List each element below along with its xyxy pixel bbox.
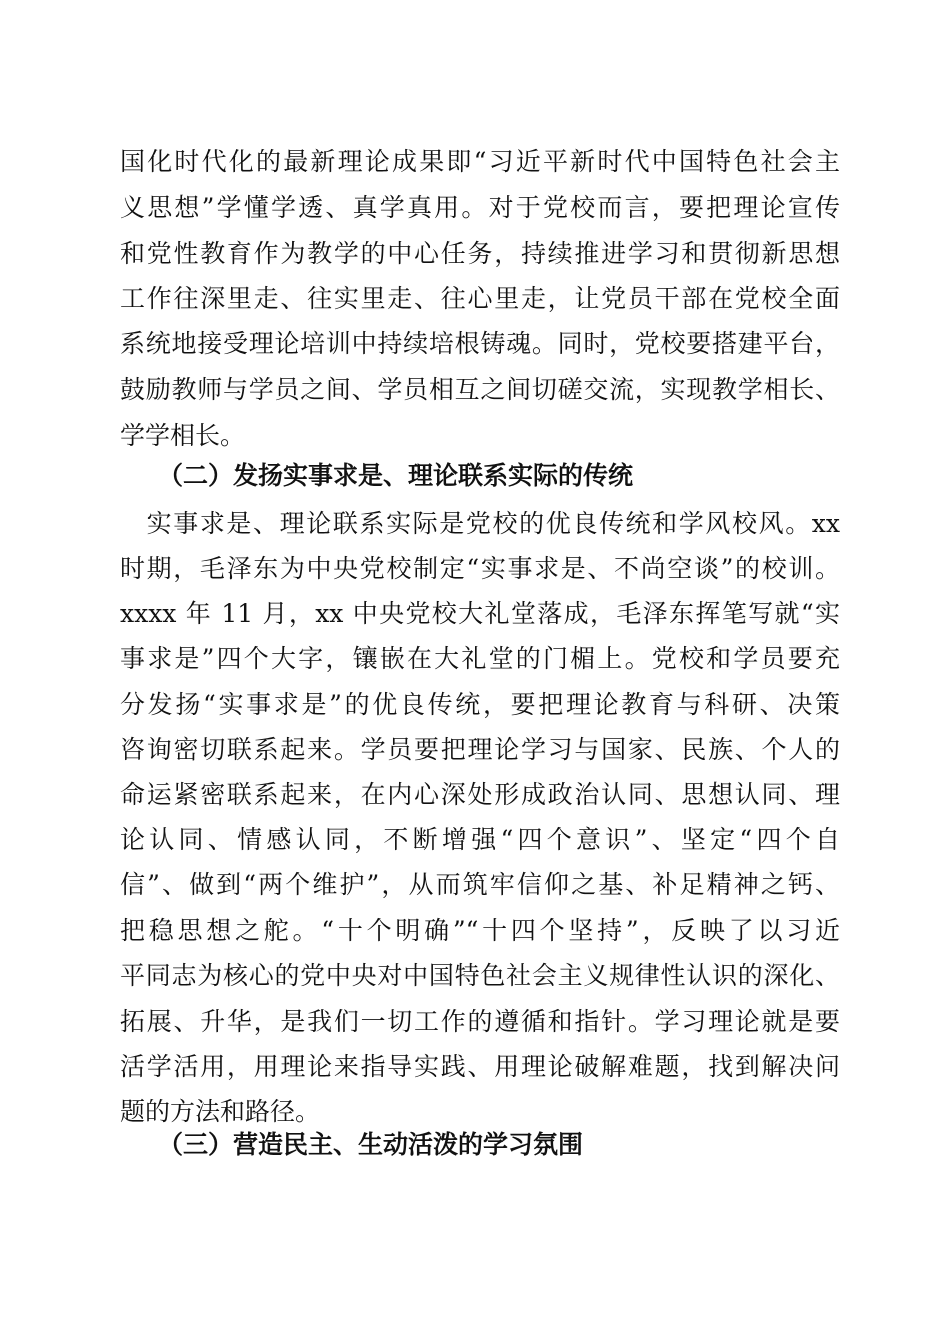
paragraph-2-line-9: 信”、做到“两个维护”，从而筑牢信仰之基、补足精神之钙、 — [120, 870, 840, 899]
paragraph-1-line-3: 和党性教育作为教学的中心任务，持续推进学习和贯彻新思想 — [120, 239, 840, 268]
paragraph-2-line-6: 咨询密切联系起来。学员要把理论学习与国家、民族、个人的 — [120, 735, 840, 764]
paragraph-2-line-4: 事求是”四个大字，镶嵌在大礼堂的门楣上。党校和学员要充 — [120, 644, 840, 673]
paragraph-1-line-5: 系统地接受理论培训中持续培根铸魂。同时，党校要搭建平台， — [120, 329, 840, 358]
paragraph-2-line-11: 平同志为核心的党中央对中国特色社会主义规律性认识的深化、 — [120, 961, 840, 990]
paragraph-2-line-5: 分发扬“实事求是”的优良传统，要把理论教育与科研、决策 — [120, 690, 840, 719]
paragraph-2-line-12: 拓展、升华，是我们一切工作的遵循和指针。学习理论就是要 — [120, 1007, 840, 1036]
paragraph-1-line-1: 国化时代化的最新理论成果即“习近平新时代中国特色社会主 — [120, 147, 840, 176]
paragraph-1-line-6: 鼓励教师与学员之间、学员相互之间切磋交流，实现教学相长、 — [120, 375, 840, 404]
paragraph-2-line-14: 题的方法和路径。 — [120, 1097, 321, 1126]
section-heading-2: （二）发扬实事求是、理论联系实际的传统 — [158, 461, 634, 490]
paragraph-1-line-2: 义思想”学懂学透、真学真用。对于党校而言，要把理论宣传 — [120, 193, 840, 222]
paragraph-2-line-2: 时期，毛泽东为中央党校制定“实事求是、不尚空谈”的校训。 — [120, 554, 840, 583]
paragraph-2-line-13: 活学活用，用理论来指导实践、用理论破解难题，找到解决问 — [120, 1052, 840, 1081]
paragraph-1-line-4: 工作往深里走、往实里走、往心里走，让党员干部在党校全面 — [120, 284, 840, 313]
paragraph-2-line-1: 实事求是、理论联系实际是党校的优良传统和学风校风。xx — [120, 509, 840, 538]
paragraph-2-line-10: 把稳思想之舵。“十个明确”“十四个坚持”，反映了以习近 — [120, 916, 840, 945]
paragraph-1-line-7: 学学相长。 — [120, 421, 246, 450]
paragraph-2-line-3: xxxx 年 11 月，xx 中央党校大礼堂落成，毛泽东挥笔写就“实 — [120, 599, 840, 628]
section-heading-3: （三）营造民主、生动活泼的学习氛围 — [158, 1130, 584, 1159]
paragraph-2-line-7: 命运紧密联系起来，在内心深处形成政治认同、思想认同、理 — [120, 780, 840, 809]
paragraph-2-line-8: 论认同、情感认同，不断增强“四个意识”、坚定“四个自 — [120, 825, 840, 854]
